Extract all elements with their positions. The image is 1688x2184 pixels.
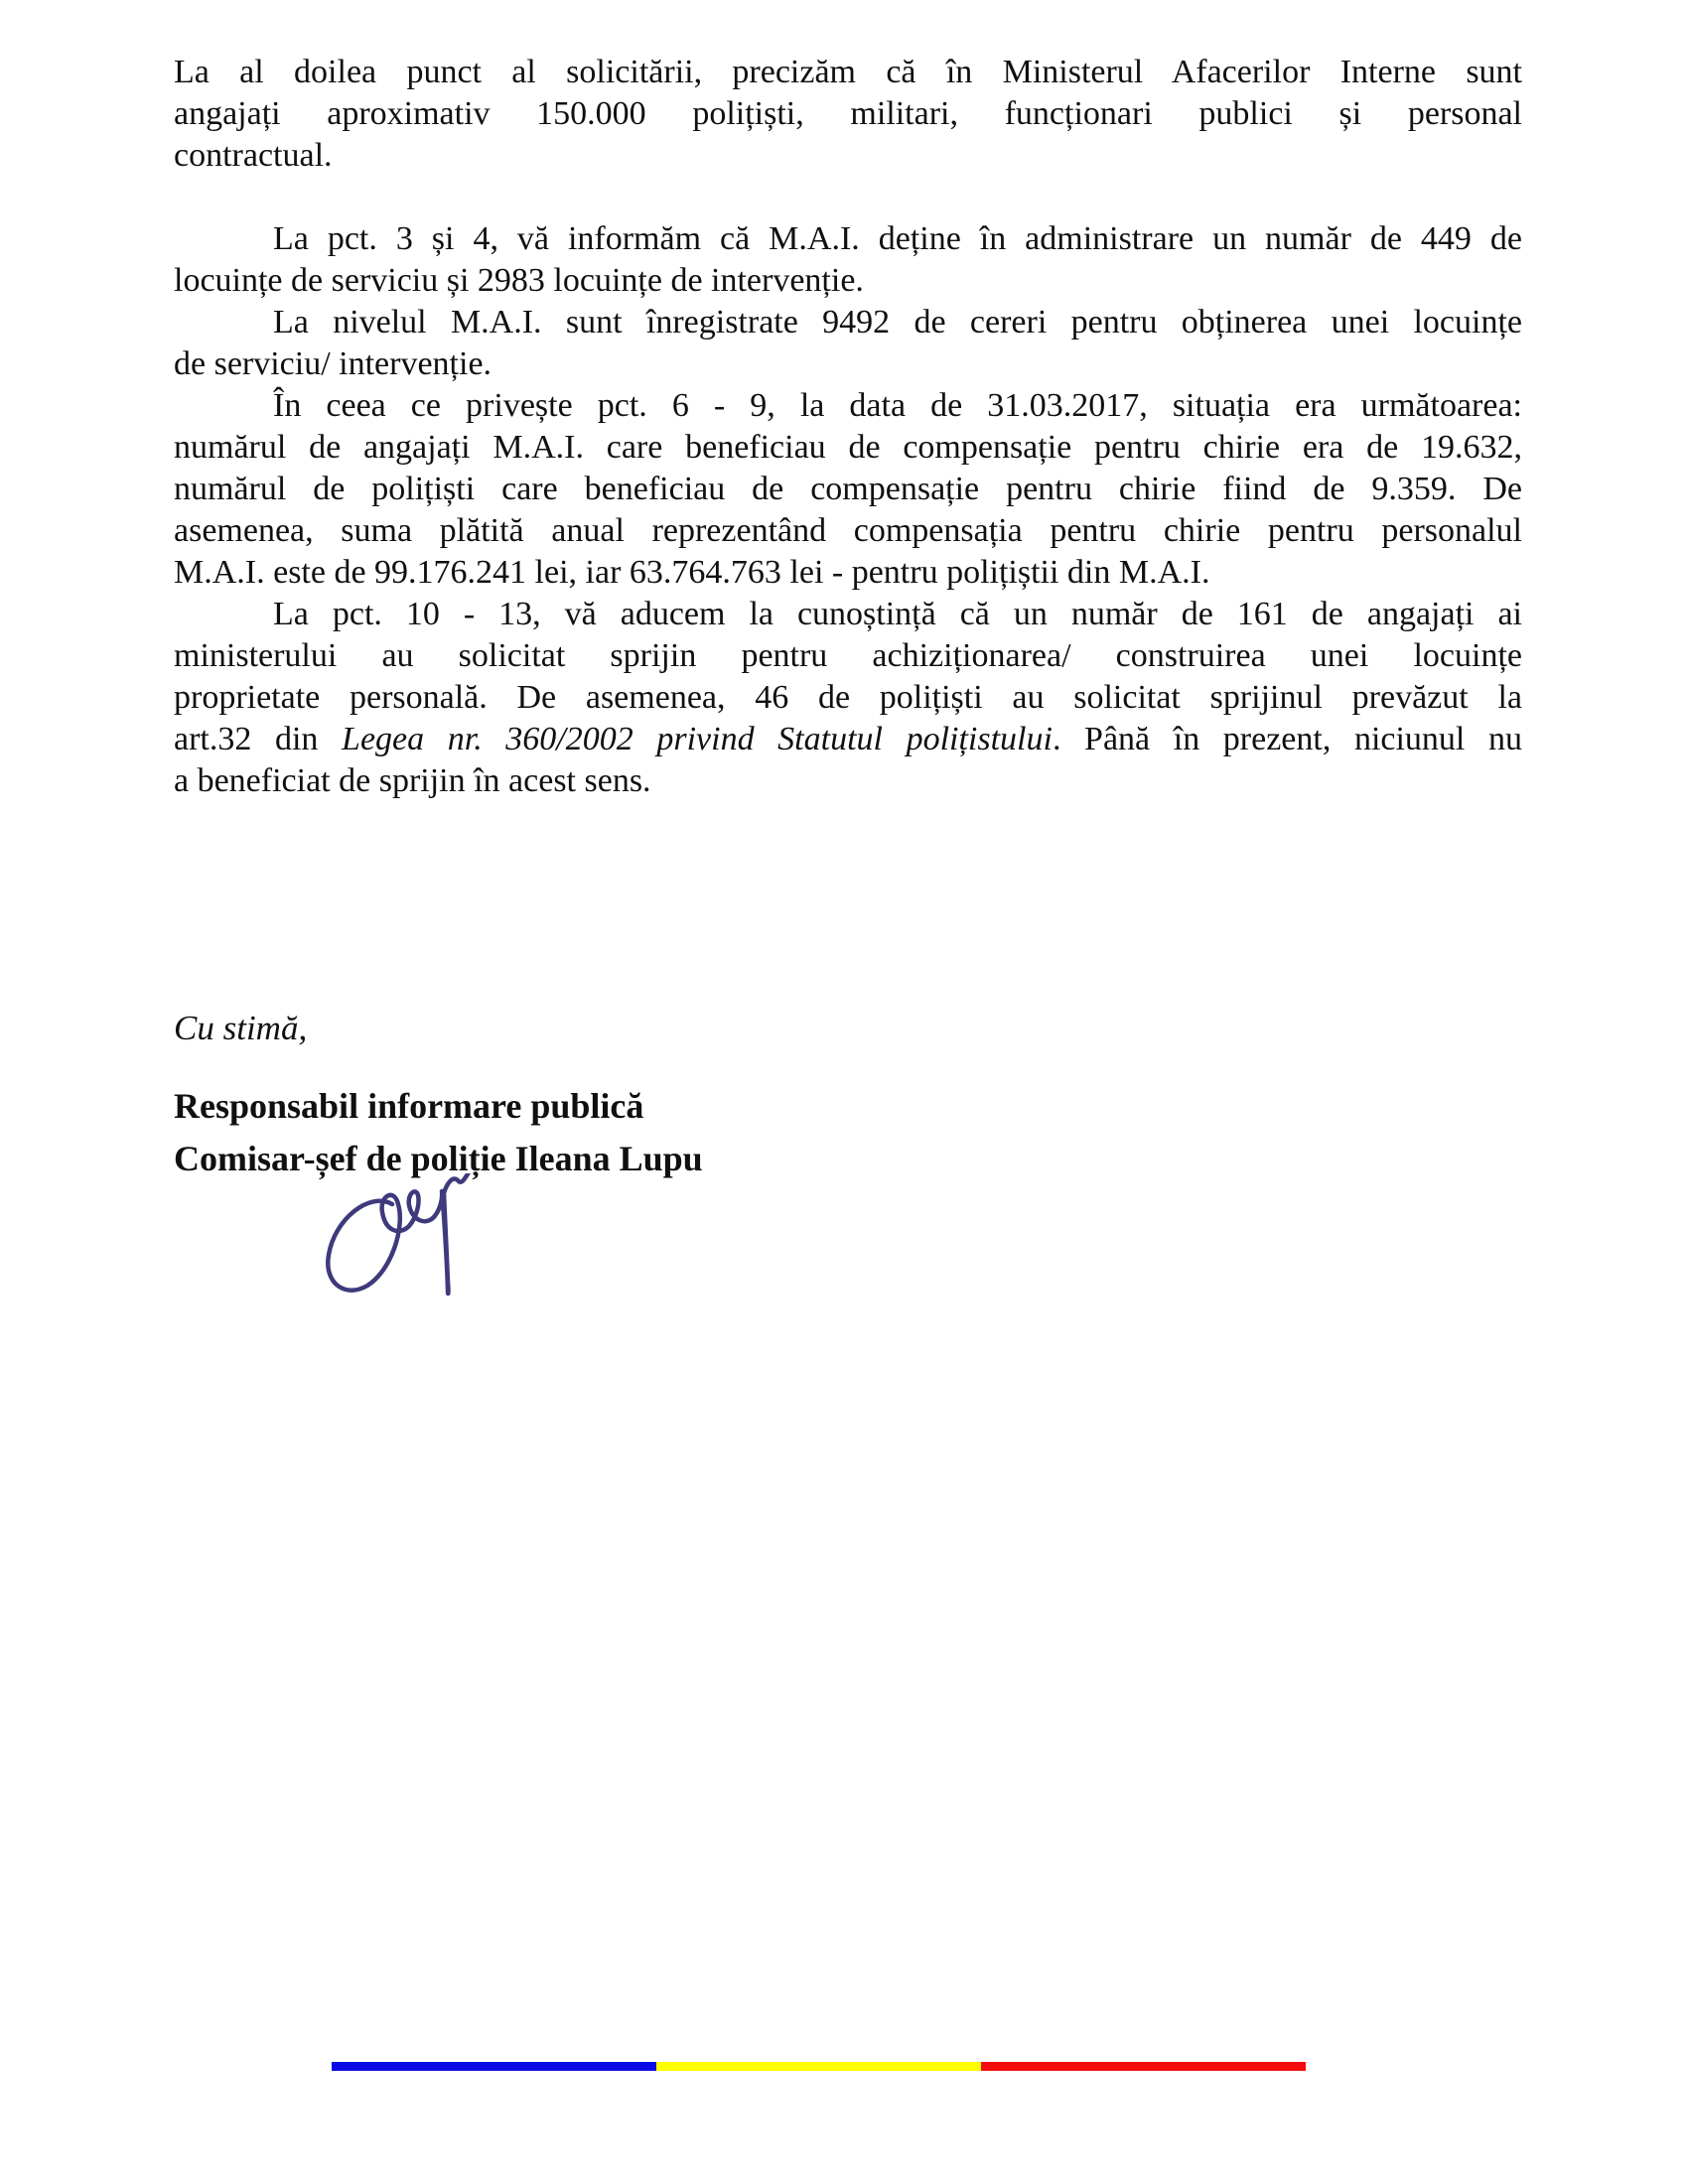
text-segment: asemenea, suma plătită anual reprezentând compensația pentru chirie pentru personalul <box>174 512 1522 549</box>
tricolor-flag-bar <box>332 2062 1306 2071</box>
text-line <box>174 677 1522 719</box>
text-segment: La nivelul M.A.I. sunt înregistrate 9492 de cereri pentru obținerea unei locuințe <box>273 304 1522 341</box>
document-body <box>174 52 1522 802</box>
text-line <box>174 427 1522 469</box>
text-segment: contractual. <box>174 137 333 174</box>
handwritten-signature <box>320 1173 508 1307</box>
text-line <box>174 260 1522 302</box>
text-line <box>174 302 1522 343</box>
text-line <box>174 510 1522 552</box>
text-line <box>174 135 1522 177</box>
text-segment: . Până în prezent, niciunul nu <box>1052 721 1522 757</box>
signer-role: Responsabil informare publică <box>174 1086 644 1126</box>
paragraph <box>174 218 1522 302</box>
text-segment: La pct. 3 și 4, vă informăm că M.A.I. deține în administrare un număr de 449 de <box>273 220 1522 257</box>
text-segment: angajați aproximativ 150.000 polițiști, militari, funcționari publici și personal <box>174 95 1522 132</box>
text-line <box>174 552 1522 594</box>
text-segment: art.32 din <box>174 721 343 757</box>
text-segment: numărul de polițiști care beneficiau de compensație pentru chirie fiind de 9.359. De <box>174 471 1522 507</box>
text-segment: ministerului au solicitat sprijin pentru achiziționarea/ construirea unei locuințe <box>174 637 1522 674</box>
text-segment: La pct. 10 - 13, vă aducem la cunoștință că un număr de 161 de angajați ai <box>273 596 1522 632</box>
paragraph <box>174 385 1522 594</box>
text-line <box>174 343 1522 385</box>
text-line <box>174 385 1522 427</box>
text-line <box>174 52 1522 93</box>
signer-name: Comisar-șef de poliție Ileana Lupu <box>174 1139 703 1178</box>
text-segment: locuințe de serviciu și 2983 locuințe de intervenție. <box>174 262 864 299</box>
text-segment: M.A.I. este de 99.176.241 lei, iar 63.764.763 lei - pentru polițiștii din M.A.I. <box>174 554 1210 591</box>
text-segment: La al doilea punct al solicitării, precizăm că în Ministerul Afacerilor Interne sunt <box>174 54 1522 90</box>
text-segment: În ceea ce privește pct. 6 - 9, la data de 31.03.2017, situația era următoarea: <box>273 387 1522 424</box>
paragraph <box>174 52 1522 177</box>
text-line <box>174 760 1522 802</box>
text-segment: numărul de angajați M.A.I. care beneficiau de compensație pentru chirie era de 19.632, <box>174 429 1522 466</box>
text-segment: de serviciu/ intervenție. <box>174 345 492 382</box>
text-line <box>174 635 1522 677</box>
text-segment: a beneficiat de sprijin în acest sens. <box>174 762 651 799</box>
paragraph <box>174 594 1522 802</box>
flag-segment-blue <box>332 2062 656 2071</box>
text-line <box>174 469 1522 510</box>
text-line <box>174 93 1522 135</box>
paragraph <box>174 302 1522 385</box>
text-line <box>174 594 1522 635</box>
flag-segment-red <box>981 2062 1306 2071</box>
flag-segment-yellow <box>656 2062 981 2071</box>
text-segment: Legea nr. 360/2002 privind Statutul polițistului <box>342 721 1053 757</box>
closing-salutation: Cu stimă, <box>174 1009 308 1047</box>
text-line <box>174 218 1522 260</box>
text-line <box>174 719 1522 760</box>
signature-stroke <box>328 1173 496 1294</box>
text-segment: proprietate personală. De asemenea, 46 de polițiști au solicitat sprijinul prevăzut la <box>174 679 1522 716</box>
signer-block <box>174 1080 703 1185</box>
